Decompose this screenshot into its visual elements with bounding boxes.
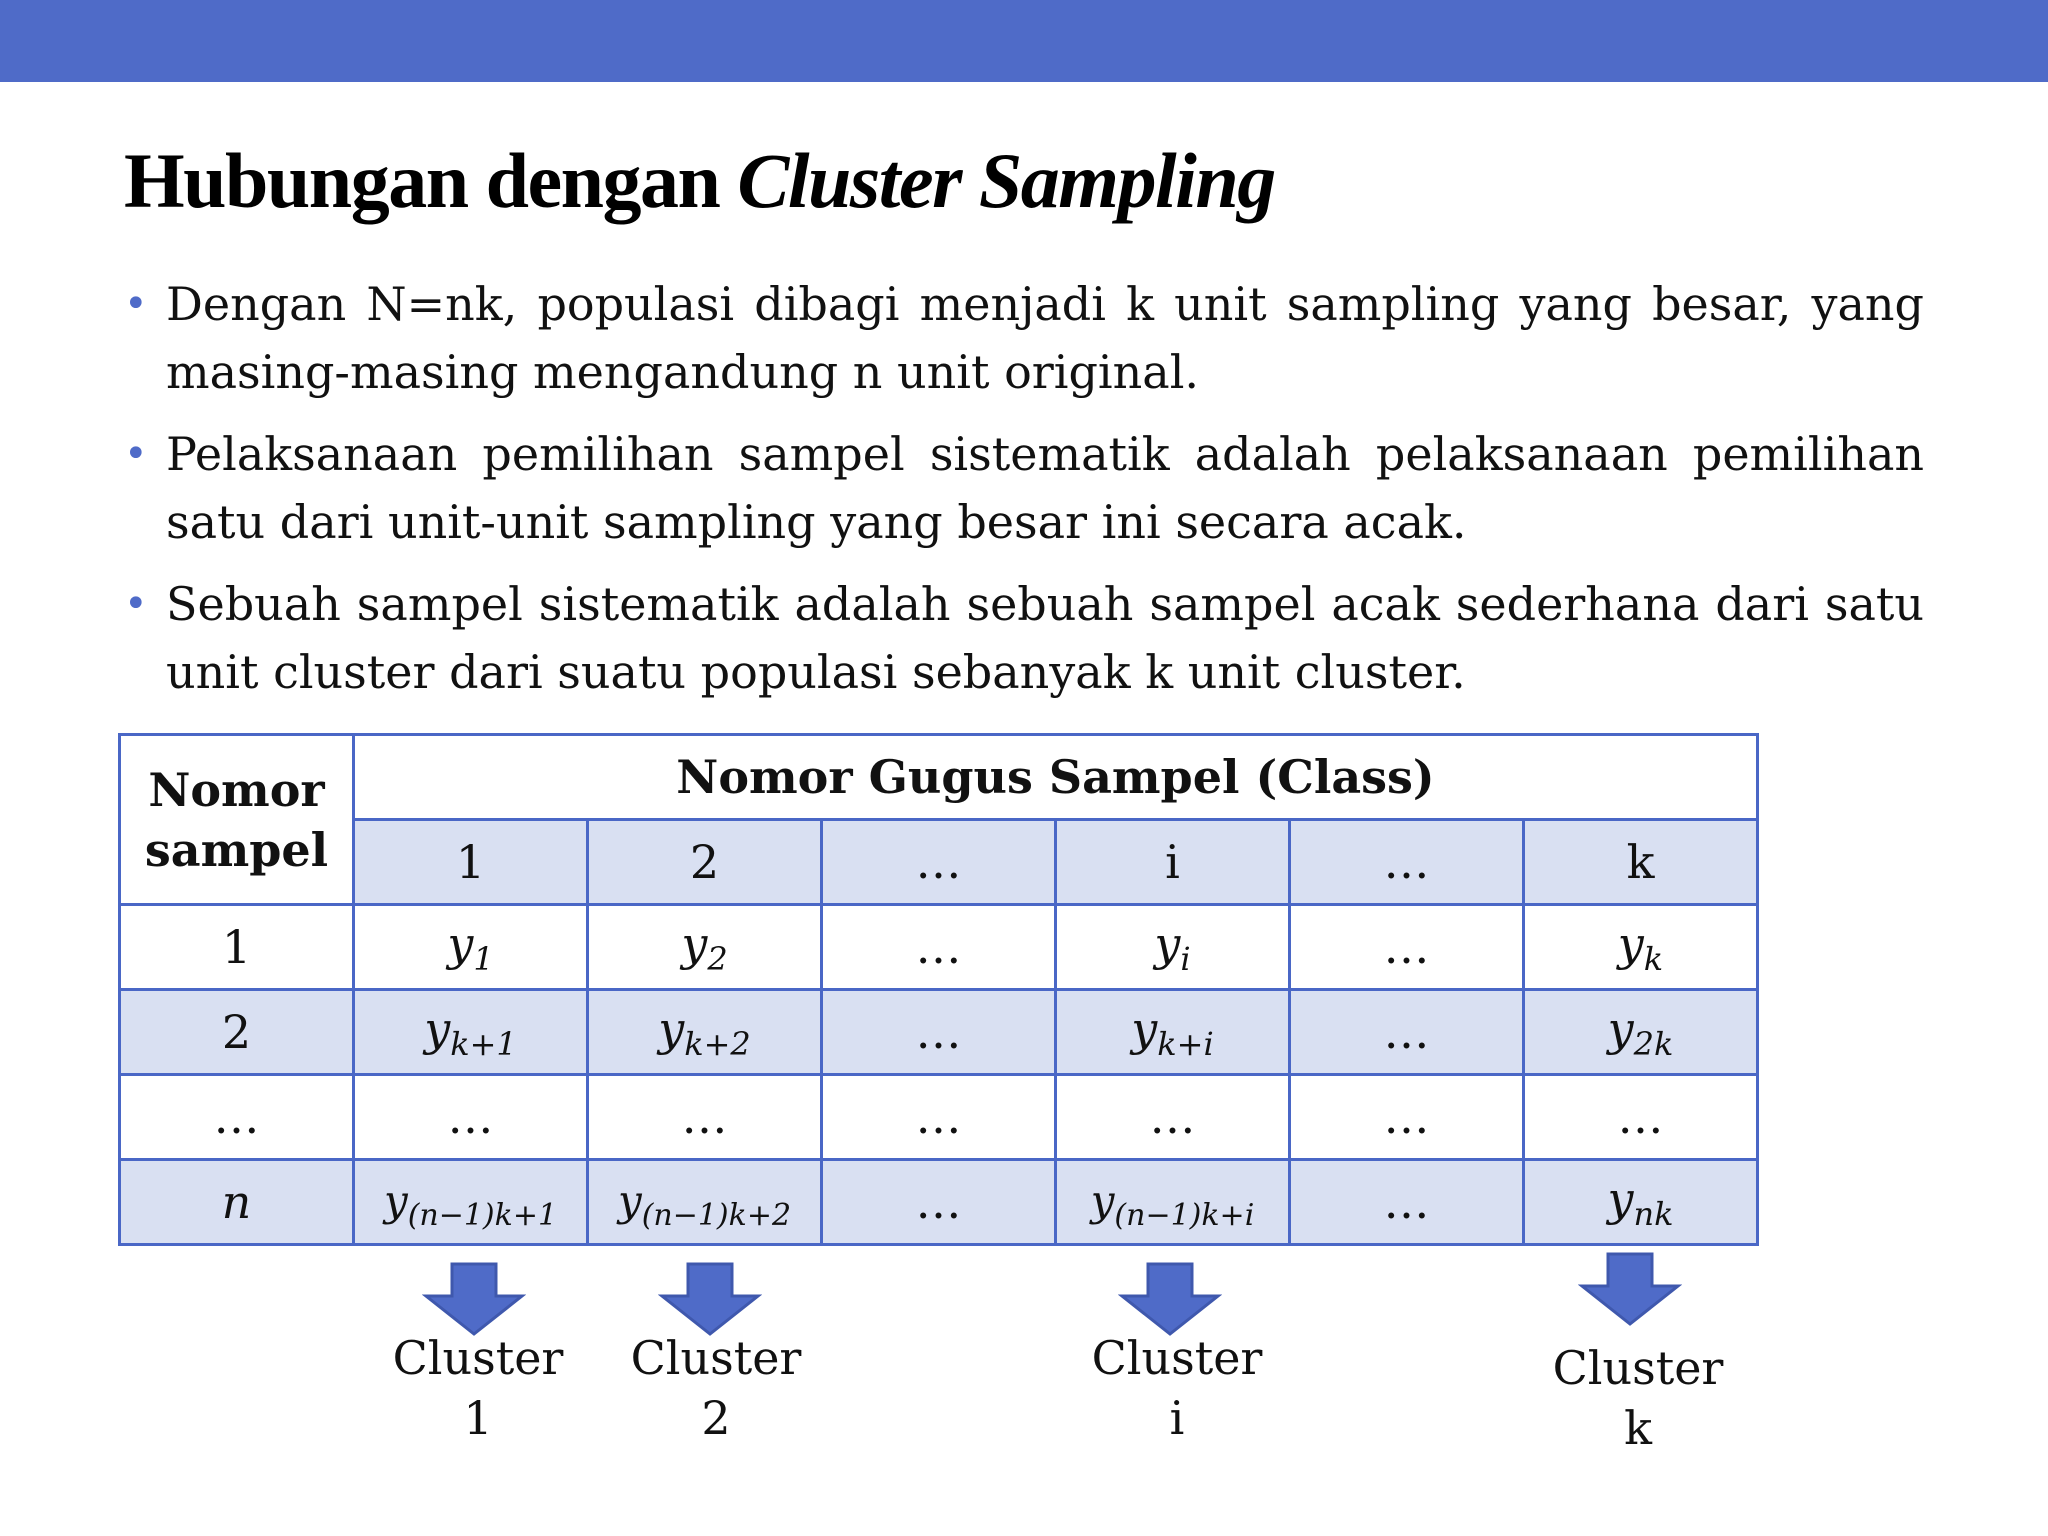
table-cell xyxy=(822,990,1056,1075)
math-expression xyxy=(681,916,728,978)
table-cell xyxy=(822,1160,1056,1245)
column-header: k xyxy=(1524,820,1758,905)
cell-text: … xyxy=(1383,1175,1430,1229)
bullet-dot: • xyxy=(124,581,148,627)
table-cell xyxy=(1056,990,1290,1075)
table-row xyxy=(120,1160,1758,1245)
math-expression xyxy=(424,1001,517,1063)
math-expression xyxy=(1607,1171,1674,1233)
corner-header xyxy=(120,735,354,905)
math-base: y xyxy=(1607,1001,1634,1056)
cluster-index: 1 xyxy=(463,1391,493,1445)
table-cell xyxy=(1290,1160,1524,1245)
table-cell xyxy=(588,990,822,1075)
cluster-label-i xyxy=(1077,1328,1277,1448)
math-base: y xyxy=(681,916,708,971)
math-subscript: k+2 xyxy=(684,1024,751,1063)
cell-text: … xyxy=(1383,1005,1430,1059)
bullet-item xyxy=(124,270,1924,406)
bullet-item xyxy=(124,570,1924,706)
cell-text: … xyxy=(1383,1090,1430,1144)
cell-text: … xyxy=(447,1090,494,1144)
cell-text: … xyxy=(1149,1090,1196,1144)
cell-text: … xyxy=(915,1090,962,1144)
table-cell xyxy=(354,905,588,990)
math-expression xyxy=(658,1001,751,1063)
table-cell xyxy=(588,905,822,990)
group-header: Nomor Gugus Sampel (Class) xyxy=(354,735,1758,820)
math-subscript: 1 xyxy=(473,939,494,978)
down-arrow-icon xyxy=(1578,1252,1682,1326)
math-subscript: (n−1)k+i xyxy=(1114,1197,1255,1233)
bullet-dot: • xyxy=(124,431,148,477)
table-row xyxy=(120,905,1758,990)
table-cell xyxy=(588,1160,822,1245)
cluster-word: Cluster xyxy=(1091,1331,1263,1385)
math-base: y xyxy=(1607,1171,1634,1226)
math-subscript: nk xyxy=(1633,1194,1674,1233)
slide-title xyxy=(124,136,1275,226)
table-cell xyxy=(588,1075,822,1160)
table-cell xyxy=(1290,905,1524,990)
bullet-text: Pelaksanaan pemilihan sampel sistematik adalah pelaksanaan pemilihan satu dari unit-unit sampling yang besar ini secara acak. xyxy=(166,427,1924,549)
table-cell xyxy=(1524,990,1758,1075)
math-expression xyxy=(447,916,494,978)
bullet-text: Sebuah sampel sistematik adalah sebuah sampel acak sederhana dari satu unit cluster dari suatu populasi sebanyak k unit cluster. xyxy=(166,577,1924,699)
math-subscript: i xyxy=(1180,939,1191,978)
bullet-text: Dengan N=nk, populasi dibagi menjadi k unit sampling yang besar, yang masing-masing mengandung n unit original. xyxy=(166,277,1924,399)
table-cell xyxy=(1524,1075,1758,1160)
math-expression xyxy=(1617,916,1664,978)
down-arrow-icon xyxy=(422,1262,526,1336)
math-subscript: (n−1)k+1 xyxy=(407,1197,558,1233)
math-base: y xyxy=(1090,1175,1115,1225)
title-italic-part: Cluster Sampling xyxy=(737,137,1275,224)
math-base: y xyxy=(658,1001,685,1056)
row-label xyxy=(120,1160,354,1245)
cluster-index: i xyxy=(1169,1391,1185,1445)
column-header: 1 xyxy=(354,820,588,905)
row-label-text: n xyxy=(221,1175,252,1229)
math-expression xyxy=(1154,916,1191,978)
math-base: y xyxy=(1131,1001,1158,1056)
cluster-index: k xyxy=(1624,1401,1652,1455)
table-row xyxy=(120,990,1758,1075)
cluster-index: 2 xyxy=(701,1391,731,1445)
top-accent-bar xyxy=(0,0,2048,82)
column-header: i xyxy=(1056,820,1290,905)
row-label-text: … xyxy=(213,1090,260,1144)
cell-text: … xyxy=(915,920,962,974)
math-subscript: k+i xyxy=(1157,1024,1214,1063)
cell-text: … xyxy=(915,1005,962,1059)
cluster-label-k xyxy=(1538,1338,1738,1458)
math-subscript: 2k xyxy=(1633,1024,1674,1063)
table-cell xyxy=(1056,905,1290,990)
table-cell xyxy=(1056,1160,1290,1245)
cluster-word: Cluster xyxy=(1552,1341,1724,1395)
table-cell xyxy=(822,905,1056,990)
table-cell xyxy=(1524,1160,1758,1245)
math-expression xyxy=(383,1175,558,1233)
corner-line1: Nomor xyxy=(148,762,325,817)
bullet-list xyxy=(124,270,1924,720)
math-base: y xyxy=(1154,916,1181,971)
math-subscript: (n−1)k+2 xyxy=(641,1197,792,1233)
table-body xyxy=(120,905,1758,1245)
table-cell xyxy=(1290,1075,1524,1160)
math-expression xyxy=(1607,1001,1674,1063)
down-arrow-icon xyxy=(1118,1262,1222,1336)
cluster-word: Cluster xyxy=(392,1331,564,1385)
math-subscript: 2 xyxy=(707,939,728,978)
math-base: y xyxy=(383,1175,408,1225)
cell-text: … xyxy=(681,1090,728,1144)
cluster-label-2 xyxy=(616,1328,816,1448)
cluster-table xyxy=(118,733,1759,1246)
math-expression xyxy=(1131,1001,1214,1063)
corner-line2: sampel xyxy=(144,822,329,877)
math-subscript: k+1 xyxy=(450,1024,517,1063)
column-header-row xyxy=(120,820,1758,905)
column-header: … xyxy=(1290,820,1524,905)
table-cell xyxy=(822,1075,1056,1160)
math-base: y xyxy=(424,1001,451,1056)
table-cell xyxy=(1524,905,1758,990)
cell-text: … xyxy=(1383,920,1430,974)
cell-text: … xyxy=(915,1175,962,1229)
table-cell xyxy=(1290,990,1524,1075)
math-expression xyxy=(1090,1175,1255,1233)
down-arrow-icon xyxy=(658,1262,762,1336)
table-row xyxy=(120,1075,1758,1160)
cluster-word: Cluster xyxy=(630,1331,802,1385)
table-cell xyxy=(1056,1075,1290,1160)
row-label xyxy=(120,905,354,990)
math-base: y xyxy=(617,1175,642,1225)
row-label-text: 1 xyxy=(221,920,252,974)
row-label xyxy=(120,990,354,1075)
title-normal-part: Hubungan dengan xyxy=(124,137,738,224)
table-cell xyxy=(354,1160,588,1245)
math-base: y xyxy=(1617,916,1644,971)
cell-text: … xyxy=(1617,1090,1664,1144)
table-cell xyxy=(354,1075,588,1160)
bullet-item xyxy=(124,420,1924,556)
column-header: 2 xyxy=(588,820,822,905)
column-header: … xyxy=(822,820,1056,905)
math-base: y xyxy=(447,916,474,971)
row-label xyxy=(120,1075,354,1160)
math-subscript: k xyxy=(1643,939,1664,978)
cluster-label-1 xyxy=(378,1328,578,1448)
math-expression xyxy=(617,1175,792,1233)
table-cell xyxy=(354,990,588,1075)
bullet-dot: • xyxy=(124,281,148,327)
row-label-text: 2 xyxy=(221,1005,252,1059)
